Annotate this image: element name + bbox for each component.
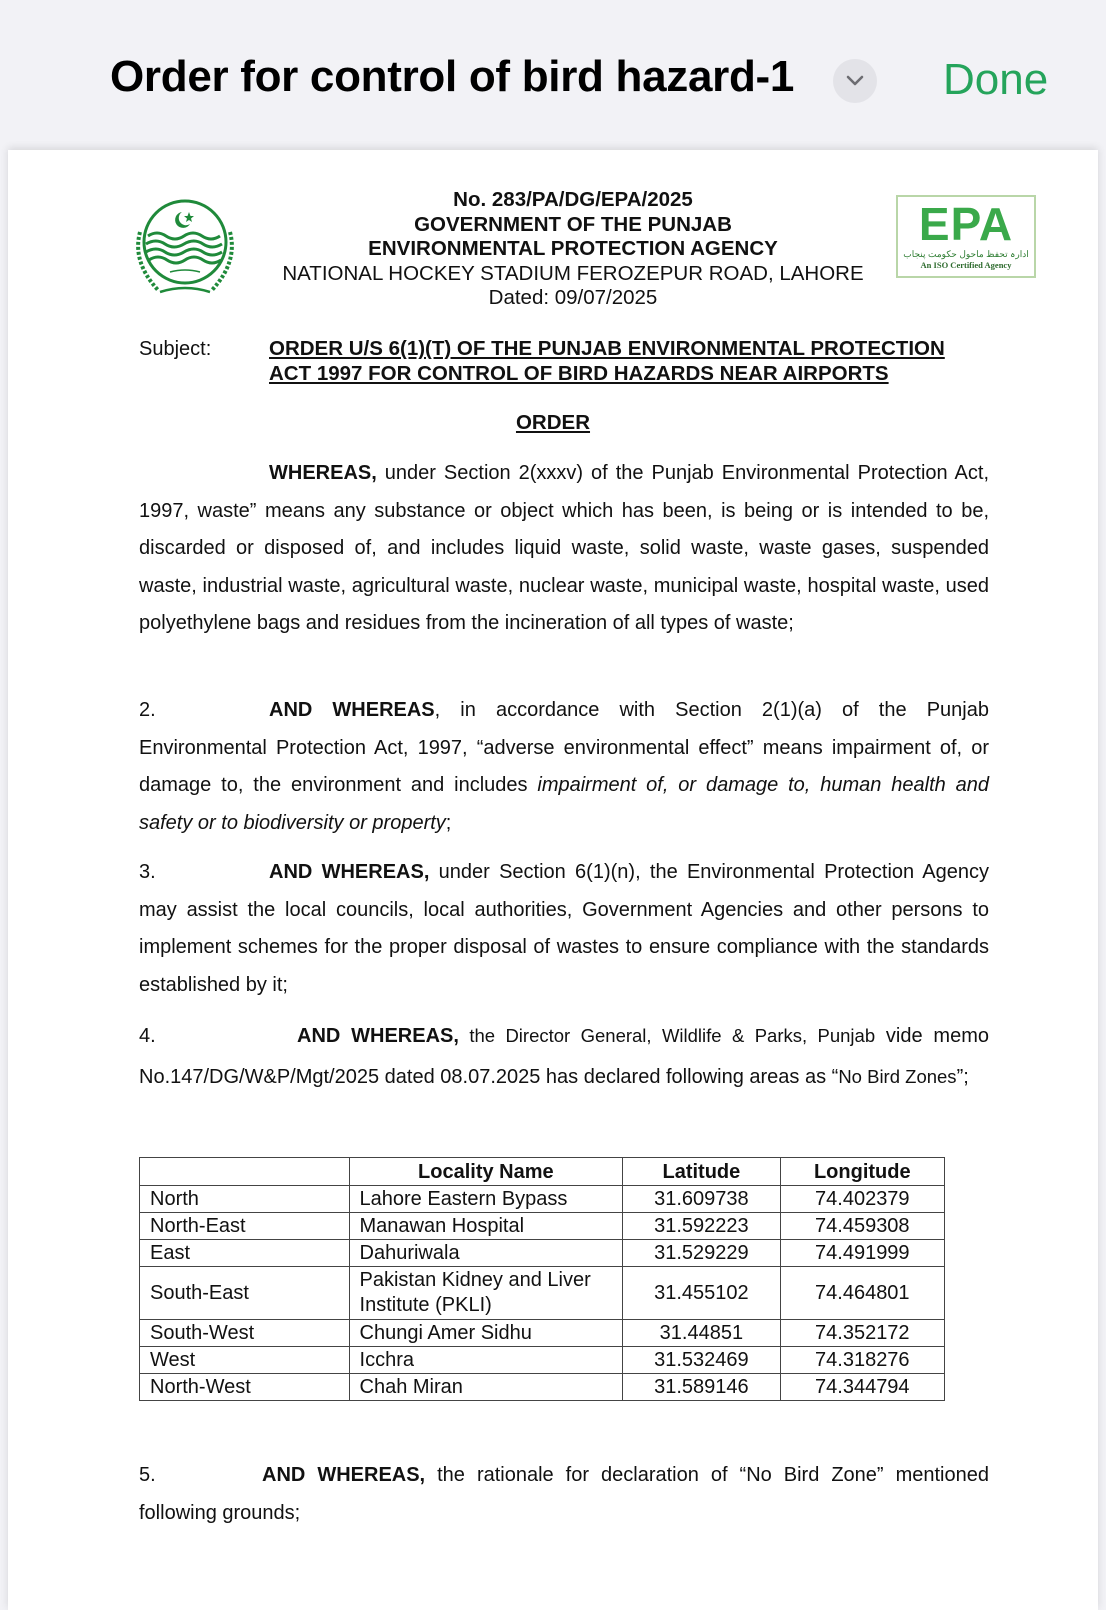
- paragraph-tail: ;: [445, 811, 452, 834]
- agency-address: NATIONAL HOCKEY STADIUM FEROZEPUR ROAD, LAHORE: [282, 261, 864, 285]
- table-row: [140, 1320, 945, 1347]
- order-date: Dated: 09/07/2025: [488, 286, 658, 309]
- document-page[interactable]: [8, 150, 1098, 1610]
- cell-direction: South-West: [140, 1320, 350, 1347]
- paragraph-number: 2.: [139, 699, 156, 721]
- paragraph-lead: AND WHEREAS,: [269, 861, 430, 883]
- paragraph-number: 3.: [139, 861, 156, 883]
- table-row: [140, 1267, 945, 1320]
- cell-latitude: 31.609738: [623, 1186, 780, 1213]
- paragraph-lead: WHEREAS,: [269, 462, 377, 484]
- cell-locality: Dahuriwala: [349, 1240, 623, 1267]
- table-header-row: [140, 1158, 945, 1186]
- no-bird-zones-table: [139, 1157, 945, 1401]
- paragraph-3: [139, 854, 989, 1004]
- paragraph-2: [139, 692, 989, 842]
- cell-direction: North-East: [140, 1213, 350, 1240]
- cell-latitude: 31.592223: [623, 1213, 780, 1240]
- cell-longitude: 74.464801: [780, 1267, 944, 1320]
- cell-latitude: 31.455102: [623, 1267, 780, 1320]
- cell-latitude: 31.589146: [623, 1374, 780, 1401]
- paragraph-lead: AND WHEREAS,: [262, 1464, 426, 1486]
- header-direction: [140, 1158, 350, 1186]
- paragraph-lead: AND WHEREAS,: [297, 1025, 459, 1047]
- cell-latitude: 31.532469: [623, 1347, 780, 1374]
- paragraph-italic: impairment of, or damage to, human health and safety or to biodiversity or property: [139, 774, 989, 834]
- cell-latitude: 31.44851: [623, 1320, 780, 1347]
- paragraph-number: 5.: [139, 1464, 156, 1486]
- cell-longitude: 74.491999: [780, 1240, 944, 1267]
- paragraph-text: under Section 6(1)(n), the Environmental Protection Agency may assist the local councils, local authorities, Government Agencies and other persons to implement schemes for the proper disposal of wastes to ensure compliance with the standards established by it;: [139, 861, 990, 996]
- header-locality: Locality Name: [349, 1158, 623, 1186]
- cell-direction: South-East: [140, 1267, 350, 1320]
- cell-locality: Pakistan Kidney and Liver Institute (PKLI): [349, 1267, 623, 1320]
- cell-longitude: 74.402379: [780, 1186, 944, 1213]
- paragraph-lead: AND WHEREAS: [269, 699, 435, 721]
- cell-locality: Manawan Hospital: [349, 1213, 623, 1240]
- government-name: GOVERNMENT OF THE PUNJAB: [414, 212, 732, 236]
- done-button[interactable]: Done: [943, 55, 1049, 104]
- order-heading: ORDER: [515, 411, 591, 434]
- title-menu-button[interactable]: [833, 59, 877, 103]
- cell-locality: Chah Miran: [349, 1374, 623, 1401]
- navigation-bar: [0, 0, 1106, 148]
- table-row: [140, 1213, 945, 1240]
- cell-direction: East: [140, 1240, 350, 1267]
- table-row: [140, 1240, 945, 1267]
- cell-latitude: 31.529229: [623, 1240, 780, 1267]
- paragraph-text: under Section 2(xxxv) of the Punjab Environmental Protection Act, 1997, waste” means any substance or object which has been, is being or is intended to be, discarded or disposed of, and includes liquid waste, solid waste, waste gases, suspended waste, industrial waste, agricultural waste, nuclear waste, municipal waste, hospital waste, used polyethylene bags and residues from the incineration of all types of waste;: [139, 462, 989, 634]
- table-row: [140, 1186, 945, 1213]
- cell-longitude: 74.344794: [780, 1374, 944, 1401]
- header-latitude: Latitude: [623, 1158, 780, 1186]
- paragraph-1: [139, 455, 989, 643]
- epa-logo-urdu: ادارہ تحفظ ماحول حکومت پنجاب: [903, 249, 1029, 259]
- table-row: [140, 1347, 945, 1374]
- paragraph-text: the rationale for declaration of “No Bird Zone” mentioned following grounds;: [139, 1464, 989, 1524]
- agency-name: ENVIRONMENTAL PROTECTION AGENCY: [368, 237, 778, 260]
- table-row: [140, 1374, 945, 1401]
- punjab-emblem-logo: [126, 192, 244, 302]
- epa-logo: [896, 195, 1036, 278]
- cell-longitude: 74.352172: [780, 1320, 944, 1347]
- paragraph-tail: ”;: [956, 1065, 969, 1088]
- subject-text: ORDER U/S 6(1)(T) OF THE PUNJAB ENVIRONMENTAL PROTECTION ACT 1997 FOR CONTROL OF BIRD HAZARDS NEAR AIRPORTS: [269, 337, 945, 385]
- cell-locality: Icchra: [349, 1347, 623, 1374]
- epa-logo-tagline: An ISO Certified Agency: [920, 260, 1012, 270]
- cell-locality: Lahore Eastern Bypass: [349, 1186, 623, 1213]
- paragraph-text: , in accordance with Section 2(1)(a) of the Punjab Environmental Protection Act, 1997, “adverse environmental effect” means impairment of, or damage to, the environment and includes: [139, 699, 989, 796]
- document-title: Order for control of bird hazard-1: [110, 52, 795, 101]
- letterhead: [258, 188, 888, 311]
- cell-direction: West: [140, 1347, 350, 1374]
- chevron-down-icon: [846, 75, 864, 87]
- paragraph-text: the Director General, Wildlife & Parks, Punjab: [458, 1025, 876, 1046]
- epa-logo-text: EPA: [918, 198, 1014, 250]
- paragraph-number: 4.: [139, 1025, 156, 1047]
- paragraph-5: [139, 1457, 989, 1532]
- cell-locality: Chungi Amer Sidhu: [349, 1320, 623, 1347]
- paragraph-text: No Bird Zones: [838, 1065, 957, 1087]
- order-number: No. 283/PA/DG/EPA/2025: [453, 188, 693, 211]
- cell-longitude: 74.318276: [780, 1347, 944, 1374]
- subject-label: Subject:: [139, 338, 212, 360]
- paragraph-4: [139, 1016, 989, 1097]
- cell-longitude: 74.459308: [780, 1213, 944, 1240]
- header-longitude: Longitude: [780, 1158, 944, 1186]
- cell-direction: North-West: [140, 1374, 350, 1401]
- cell-direction: North: [140, 1186, 350, 1213]
- paragraph-text: vide memo No.147/DG/W&P/Mgt/2025 dated 08.07.2025 has declared following areas as “: [139, 1025, 990, 1088]
